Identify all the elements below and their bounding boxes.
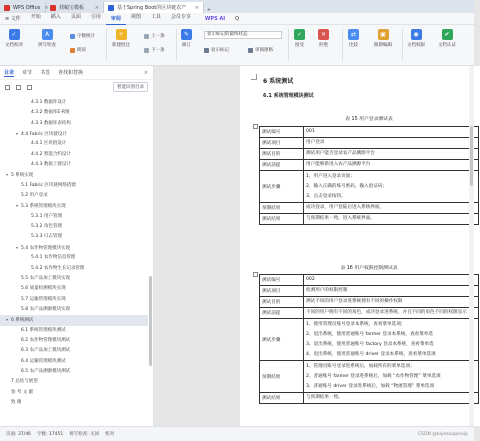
- next-label: 下一条: [151, 48, 165, 53]
- table-row: [260, 127, 479, 138]
- user-login-test-table: [259, 126, 479, 225]
- table1-caption: 表 15 用户登录测试表: [345, 117, 393, 122]
- toc-item-label: 5.4 农作物管理模块实现: [21, 245, 71, 251]
- toc-item-label: 5.3.1 用户管理: [31, 213, 62, 219]
- table-value-line: 检测用户的权限控制: [306, 288, 348, 293]
- page-corner-mark: [251, 74, 257, 80]
- track-changes-icon: ✎: [181, 29, 192, 40]
- read-aloud-label: 朗读: [77, 48, 86, 53]
- toc-item-label: 5.2 用户登录: [21, 193, 48, 199]
- toc-item-label: 5 系统实现: [11, 173, 34, 179]
- spellcheck-label: 拼写检查: [38, 43, 56, 48]
- nav-tab[interactable]: 查找和替换: [58, 69, 84, 76]
- table-value-line: 1、用户进入登录页面；: [306, 173, 355, 179]
- doc-check-label: 文档校对: [5, 43, 23, 48]
- revise-label: 修订: [182, 43, 191, 48]
- toc-item[interactable]: [0, 108, 148, 118]
- table-key-cell: 测试编号: [260, 127, 304, 138]
- toc-item[interactable]: [0, 377, 148, 387]
- comment-icon: +: [116, 29, 127, 40]
- menu-items: [26, 13, 196, 25]
- table-value-cell: [304, 361, 479, 393]
- table-value-cell: [304, 203, 479, 214]
- table-key-cell: 测试编号: [260, 275, 304, 286]
- menu-item[interactable]: 页面: [70, 13, 81, 20]
- chevron-down-icon[interactable]: ▾: [6, 317, 9, 323]
- window-tab[interactable]: [46, 2, 104, 13]
- smart-toc-button[interactable]: 智能识别目录: [113, 82, 148, 92]
- table-key-cell: 测试项目: [260, 138, 304, 149]
- toc-item[interactable]: [0, 264, 148, 274]
- toc-item[interactable]: [0, 119, 148, 129]
- toc-item[interactable]: [0, 170, 148, 180]
- toc-item-label: 5.4.1 农作物信息管理: [31, 255, 76, 261]
- toc-item-label: 5.1 Fabric 区块链网络搭建: [21, 182, 76, 188]
- file-menu[interactable]: ≡ 文件: [5, 16, 21, 22]
- show-markup-button[interactable]: [204, 47, 229, 53]
- revise-button[interactable]: [181, 29, 192, 48]
- toc-item-label: 6.1 系统管理模块测试: [21, 327, 66, 333]
- menu-item[interactable]: 插入: [50, 13, 61, 20]
- table-value-line: 1、使用管理员账号登录本系统，查看菜单选项；: [306, 321, 406, 327]
- table-row: [260, 160, 479, 171]
- ribbon-divider: [106, 29, 107, 61]
- toc-item[interactable]: [0, 222, 148, 232]
- toc-item-label: 5.3.3 日志管理: [31, 234, 62, 240]
- toc-item[interactable]: [0, 253, 148, 263]
- table-value-cell: [304, 171, 479, 203]
- table-row: [260, 308, 479, 319]
- table-row: [260, 319, 479, 361]
- toc-item-label: 4.4.2 智能合约设计: [31, 151, 71, 157]
- table-key-cell: 测试结果: [260, 393, 304, 404]
- table-row: [260, 286, 479, 297]
- toc-item-label: 5.5 农产品加工模块实现: [21, 275, 71, 281]
- table-move-handle[interactable]: [253, 272, 258, 277]
- toc-item[interactable]: [0, 336, 148, 346]
- scroll-thumb[interactable]: [470, 126, 473, 186]
- table-value-cell: [304, 286, 479, 297]
- table-value-line: 2、普通账号 farmer 登录进系统后，加载 “农作物管理” 菜单选项: [306, 373, 441, 379]
- toc-item[interactable]: [0, 388, 148, 398]
- toc-list: [0, 98, 148, 422]
- chevron-down-icon[interactable]: ▾: [16, 131, 19, 137]
- toc-item-label: 4.3.3 数据库表结构: [31, 120, 71, 126]
- doc-permission-label: 文档权限: [407, 43, 425, 48]
- toc-item[interactable]: [0, 398, 148, 408]
- chevron-down-icon[interactable]: ▾: [16, 244, 19, 250]
- show-markup-label: 显示标记: [211, 48, 229, 53]
- search-icon[interactable]: Q: [235, 15, 240, 22]
- table-value-cell: [304, 149, 479, 160]
- toc-item[interactable]: [0, 295, 148, 305]
- table-value-line: 002: [306, 277, 315, 282]
- toc-item-label: 6 系统测试: [11, 318, 34, 324]
- accept-button[interactable]: [294, 29, 305, 48]
- table-value-line: 测试用户能否登录农产品溯源平台: [306, 151, 375, 156]
- compare-label: 比较: [349, 43, 358, 48]
- new-tab-button[interactable]: +: [206, 7, 212, 13]
- table-value-line: 与预期结果一致。: [306, 395, 343, 400]
- watermark-text: CSDN @biyezuopinvip: [418, 431, 468, 437]
- toc-item-label: 5.4.2 农作物生长记录管理: [31, 265, 85, 271]
- toc-item-label: 5.3.2 角色管理: [31, 224, 62, 230]
- restrict-edit-button[interactable]: [374, 29, 392, 48]
- level-icon[interactable]: [27, 85, 32, 90]
- toc-item[interactable]: [0, 346, 148, 356]
- ribbon-divider: [288, 29, 289, 61]
- reject-button[interactable]: [318, 29, 329, 48]
- toc-item-label: 5.8 农产品溯源模块实现: [21, 306, 71, 312]
- menu-item[interactable]: 开始: [30, 13, 41, 20]
- status-bar: [0, 426, 474, 441]
- table-value-line: 不同的用户拥有不同的角色，成功登录进系统，并且不同的角色不同的权限显示: [306, 310, 467, 315]
- table-value-line: 1、管理员账号登录进系统后，加载所有的菜单选项；: [306, 363, 415, 369]
- arrow-down-icon: [144, 48, 149, 53]
- table-value-line: 001: [306, 129, 315, 134]
- menu-item[interactable]: 审阅: [106, 13, 126, 25]
- toc-item-label: 致 谢: [11, 399, 22, 405]
- review-ribbon: [0, 25, 474, 66]
- close-icon[interactable]: ×: [44, 4, 49, 11]
- review-pane-label: 审阅窗格: [255, 48, 273, 53]
- close-icon[interactable]: ×: [94, 4, 99, 11]
- toc-item[interactable]: [0, 160, 148, 170]
- window-tab-label: 基于Spring Boot的区块链农产: [117, 5, 187, 11]
- table-value-line: 4、退出系统，使用普通账号 driver 登录本系统，查看菜单选项: [306, 351, 436, 357]
- table-row: [260, 149, 479, 160]
- toc-item-label: 4.4 Fabric 区块链设计: [21, 132, 67, 138]
- toc-item[interactable]: [0, 315, 148, 325]
- table-value-cell: [304, 308, 479, 319]
- pane-icon: [248, 48, 253, 53]
- toc-item-label: 6.4 运输管理模块测试: [21, 358, 66, 364]
- word-count-button[interactable]: [70, 33, 95, 39]
- window-tab-label: WPS Office: [13, 4, 41, 11]
- table-value-line: 2、退出系统，使用普通账号 farmer 登录本系统，查看菜单选: [306, 331, 433, 337]
- toc-item-label: 4.3.2 数据库E-R图: [31, 110, 70, 116]
- table-key-cell: 预期结果: [260, 203, 304, 214]
- doc-check-icon: ✓: [9, 29, 20, 40]
- table-value-line: 3、退出系统，使用普通账号 factory 登录本系统，查看菜单选: [306, 341, 434, 347]
- chapter-heading: 6 系统测试: [263, 78, 294, 85]
- nav-tab[interactable]: 章节: [22, 69, 33, 76]
- reject-icon: ✕: [318, 29, 329, 40]
- table-value-cell: [304, 297, 479, 308]
- proofread-status[interactable]: 校对: [105, 432, 115, 437]
- table-value-line: 与预期结果一致，进入系统界面。: [306, 216, 375, 221]
- word-count-icon: [70, 34, 75, 39]
- table-value-cell: [304, 138, 479, 149]
- window-tab[interactable]: [104, 2, 204, 13]
- nav-tab[interactable]: 书签: [40, 69, 51, 76]
- spellcheck-icon: A: [42, 29, 53, 40]
- read-aloud-button[interactable]: [70, 47, 86, 53]
- certificate-icon: ✔: [442, 29, 453, 40]
- doc-permission-button[interactable]: [407, 29, 425, 48]
- toc-item-label: 4.3.1 数据库设计: [31, 100, 67, 105]
- toc-item-label: 6.3 农产品加工模块测试: [21, 348, 71, 354]
- table-key-cell: 测试步骤: [260, 319, 304, 361]
- expand-icon[interactable]: [5, 85, 10, 90]
- menu-item[interactable]: 会员专享: [170, 13, 191, 20]
- menu-item[interactable]: 工具: [150, 13, 161, 20]
- permission-icon: ◉: [411, 29, 422, 40]
- document-scrollbar[interactable]: [469, 66, 474, 426]
- window-tab-bar: [0, 0, 474, 13]
- prev-comment-button[interactable]: [144, 33, 165, 39]
- table-value-cell: [304, 319, 479, 361]
- new-comment-button[interactable]: [112, 29, 130, 48]
- table-value-line: 成功登录，用户登陆后进入系统界面。: [306, 205, 385, 210]
- table-value-cell: [304, 127, 479, 138]
- toc-item-label: 4.4.3 数据上链设计: [31, 162, 71, 168]
- toc-item-label: 6.5 农产品溯源模块测试: [21, 368, 71, 374]
- table-row: [260, 393, 479, 404]
- doc-authenticate-button[interactable]: [438, 29, 456, 48]
- table-value-cell: [304, 160, 479, 171]
- toc-item[interactable]: [0, 150, 148, 160]
- accept-label: 接受: [295, 43, 304, 48]
- page-indicator[interactable]: 页面: 37/46: [6, 432, 31, 437]
- table-key-cell: 测试目的: [260, 297, 304, 308]
- table-row: [260, 297, 479, 308]
- toc-item[interactable]: [0, 326, 148, 336]
- new-comment-label: 新建批注: [112, 43, 130, 48]
- collapse-icon[interactable]: [16, 85, 21, 90]
- chevron-down-icon[interactable]: ▾: [6, 172, 9, 178]
- speaker-icon: [70, 48, 75, 53]
- compare-button[interactable]: [348, 29, 359, 48]
- table-value-cell: [304, 393, 479, 404]
- markup-state-select[interactable]: 显示标记的最终状态: [204, 31, 282, 39]
- arrow-up-icon: [144, 34, 149, 39]
- ribbon-divider: [402, 29, 403, 61]
- toc-item[interactable]: [0, 232, 148, 242]
- next-comment-button[interactable]: [144, 47, 165, 53]
- accept-icon: ✓: [294, 29, 305, 40]
- table-value-line: 用户能够新进入农产品溯源平台: [306, 162, 371, 167]
- table2-caption: 表 16 用户权限控制测试表: [340, 266, 398, 271]
- toc-item[interactable]: [0, 191, 148, 201]
- table-key-cell: 测试前提: [260, 308, 304, 319]
- table-value-cell: [304, 214, 479, 225]
- table-row: [260, 214, 479, 225]
- doc-authenticate-label: 文档认证: [438, 43, 456, 48]
- table-value-line: 3、点击登录按钮。: [306, 193, 346, 199]
- word-count-status[interactable]: 字数: 17451: [36, 432, 64, 437]
- table-move-handle[interactable]: [253, 124, 258, 129]
- markup-icon: [204, 48, 209, 53]
- window-tab-label: 找稿宝模板: [59, 5, 85, 11]
- toc-item[interactable]: [0, 181, 148, 191]
- spellcheck-status[interactable]: 拼写检查: 关闭: [69, 432, 100, 437]
- table-row: [260, 275, 479, 286]
- toc-item-label: 7 总结与展望: [11, 379, 38, 385]
- review-pane-button[interactable]: [248, 47, 273, 53]
- table-value-line: 测试不同的用户登录进系统拥有不同的操作权限: [306, 299, 403, 304]
- toc-item[interactable]: [0, 98, 148, 108]
- section-heading: 6.1 系统管理模块测试: [263, 93, 314, 99]
- toc-item-label: 4.4.1 区块链设计: [31, 141, 67, 147]
- toc-item-label: 参 考 文 献: [11, 389, 34, 395]
- ribbon-divider: [176, 29, 177, 61]
- nav-tabs: [0, 66, 153, 80]
- menu-item[interactable]: 视图: [130, 13, 141, 20]
- toc-item[interactable]: [0, 284, 148, 294]
- table-row: [260, 361, 479, 393]
- toc-item[interactable]: [0, 139, 148, 149]
- table-value-line: 用户登录: [306, 140, 325, 145]
- toc-item[interactable]: [0, 274, 148, 284]
- ribbon-divider: [342, 29, 343, 61]
- toc-item[interactable]: [0, 357, 148, 367]
- toc-item-label: 5.7 运输管理模块实现: [21, 296, 66, 302]
- wps-ai-menu[interactable]: WPS AI: [204, 15, 226, 22]
- close-icon[interactable]: ×: [143, 69, 148, 76]
- toc-item-label: 5.3 系统管理模块实现: [21, 204, 66, 210]
- chevron-down-icon[interactable]: ▾: [16, 203, 19, 209]
- app-icon: [50, 5, 56, 11]
- navigation-pane: [0, 66, 154, 426]
- table-row: [260, 138, 479, 149]
- window-tab[interactable]: [0, 2, 49, 13]
- table-value-line: 2、输入正确的账号密码，输入验证码；: [306, 183, 388, 189]
- toc-item[interactable]: [0, 129, 148, 139]
- nav-scrollbar[interactable]: [149, 276, 152, 366]
- toc-item[interactable]: [0, 212, 148, 222]
- compare-icon: ⇄: [348, 29, 359, 40]
- doc-check-button[interactable]: [5, 29, 23, 48]
- table-key-cell: 测试项目: [260, 286, 304, 297]
- menu-item[interactable]: 引用: [90, 13, 101, 20]
- menu-bar: [0, 13, 474, 25]
- nav-tab[interactable]: 目录: [4, 69, 15, 76]
- toc-item[interactable]: [0, 367, 148, 377]
- table-row: [260, 203, 479, 214]
- toc-item[interactable]: [0, 305, 148, 315]
- app-icon: [4, 5, 10, 11]
- table-key-cell: 预期结果: [260, 361, 304, 393]
- table-value-line: 3、普通账号 driver 登录进系统后，加载 “物流管理” 菜单选项: [306, 383, 435, 389]
- toc-item[interactable]: [0, 243, 148, 253]
- table-key-cell: 测试步骤: [260, 171, 304, 203]
- word-count-label: 字数统计: [77, 34, 95, 39]
- toc-item[interactable]: [0, 201, 148, 211]
- table-key-cell: 测试目的: [260, 149, 304, 160]
- spellcheck-button[interactable]: [38, 29, 56, 48]
- table-value-cell: [304, 275, 479, 286]
- table-key-cell: 测试前提: [260, 160, 304, 171]
- nav-tab-list: [4, 69, 91, 77]
- table-key-cell: 测试结果: [260, 214, 304, 225]
- restrict-label: 限制编辑: [374, 43, 392, 48]
- toc-item-label: 6.2 农作物管理模块测试: [21, 337, 71, 343]
- document-area: [155, 66, 474, 426]
- toc-item-label: 5.6 质量检测模块实现: [21, 286, 66, 292]
- table-row: [260, 171, 479, 203]
- app-icon: [108, 5, 114, 11]
- close-icon[interactable]: ×: [194, 4, 199, 11]
- nav-toolbar: [0, 80, 153, 94]
- lock-icon: ▣: [378, 29, 389, 40]
- reject-label: 拒绝: [319, 43, 328, 48]
- permission-test-table: [259, 274, 479, 404]
- prev-label: 上一条: [151, 34, 165, 39]
